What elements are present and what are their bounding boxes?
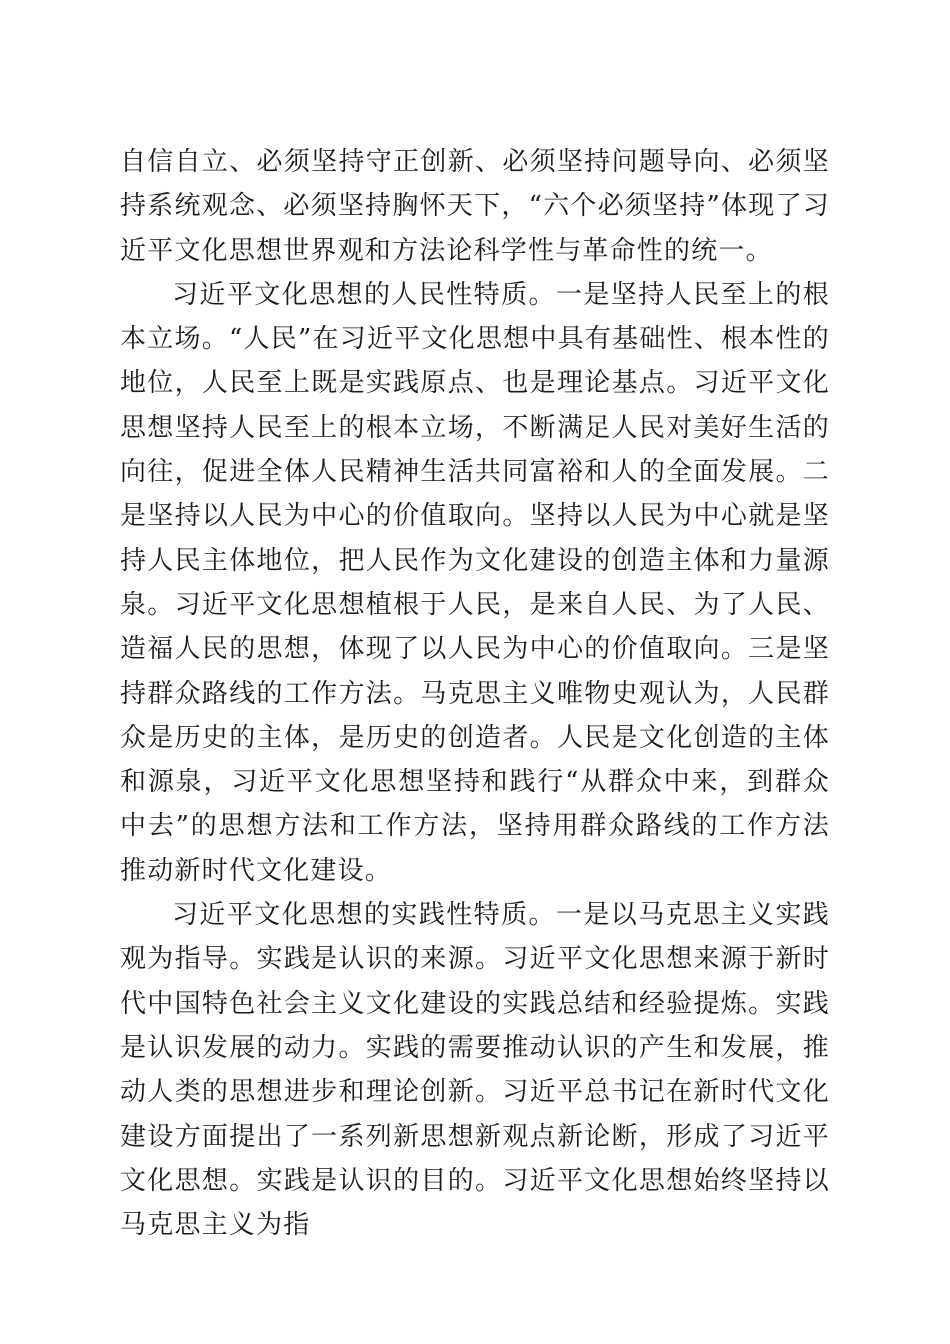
- paragraph-3: 习近平文化思想的实践性特质。一是以马克思主义实践观为指导。实践是认识的来源。习近平文化思想来源于新时代中国特色社会主义文化建设的实践总结和经验提炼。实践是认识发展的动力。实践的需要推动认识的产生和发展，推动人类的思想进步和理论创新。习近平总书记在新时代文化建设方面提出了一系列新思想新观点新论断，形成了习近平文化思想。实践是认识的目的。习近平文化思想始终坚持以马克思主义为指: [120, 900, 830, 1241]
- paragraph-1: 自信自立、必须坚持守正创新、必须坚持问题导向、必须坚持系统观念、必须坚持胸怀天下，“六个必须坚持”体现了习近平文化思想世界观和方法论科学性与革命性的统一。: [120, 147, 830, 266]
- paragraph-2: 习近平文化思想的人民性特质。一是坚持人民至上的根本立场。“人民”在习近平文化思想中具有基础性、根本性的地位，人民至上既是实践原点、也是理论基点。习近平文化思想坚持人民至上的根本立场，不断满足人民对美好生活的向往，促进全体人民精神生活共同富裕和人的全面发展。二是坚持以人民为中心的价值取向。坚持以人民为中心就是坚持人民主体地位，把人民作为文化建设的创造主体和力量源泉。习近平文化思想植根于人民，是来自人民、为了人民、造福人民的思想，体现了以人民为中心的价值取向。三是坚持群众路线的工作方法。马克思主义唯物史观认为，人民群众是历史的主体，是历史的创造者。人民是文化创造的主体和源泉，习近平文化思想坚持和践行“从群众中来，到群众中去”的思想方法和工作方法，坚持用群众路线的工作方法推动新时代文化建设。: [120, 279, 830, 886]
- body-text: [120, 140, 830, 1247]
